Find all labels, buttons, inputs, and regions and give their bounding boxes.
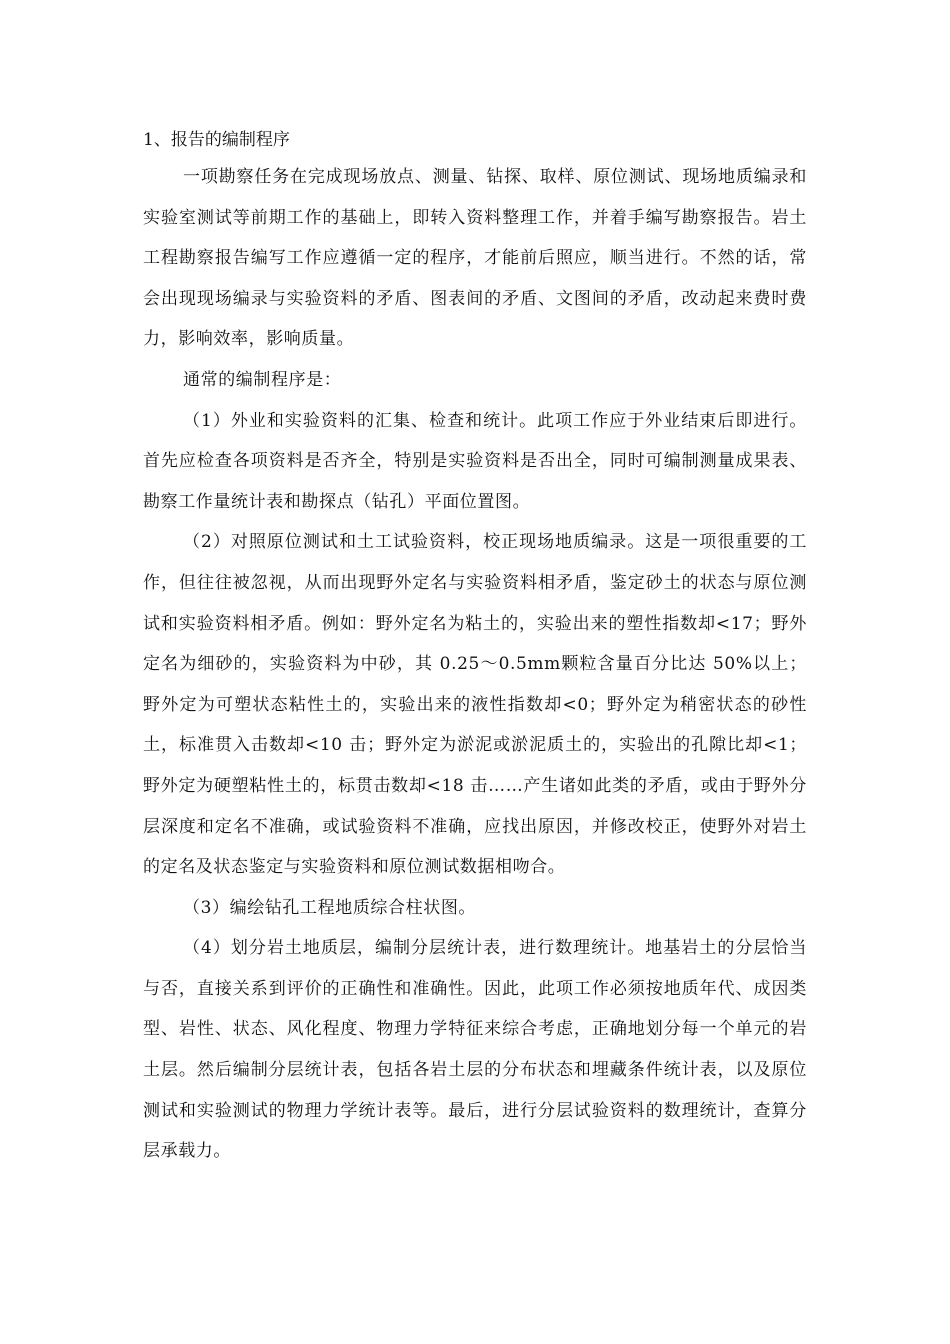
paragraph-step-3: （3）编绘钻孔工程地质综合柱状图。 — [183, 897, 477, 918]
paragraph-step-2: （2）对照原位测试和土工试验资料，校正现场地质编录。这是一项很重要的工作，但往往被忽视，从而出现野外定名与实验资料相矛盾，鉴定砂土的状态与原位测试和实验资料相矛盾。例如：野外定名为粘土的，实验出来的塑性指数却<17；野外定名为细砂的，实验资料为中砂，其 0.25～0.5mm颗粒含量百分比达 50%以上；野外定为可塑状态粘性土的，实验出来的液性指数却<0；野外定为稍密状态的砂性土，标准贯入击数却<10 击；野外定为淤泥或淤泥质土的，实验出的孔隙比却<1；野外定为硬塑粘性土的，标贯击数却<18 击……产生诸如此类的矛盾，或由于野外分层深度和定名不准确，或试验资料不准确，应找出原因，并修改校正，使野外对岩土的定名及状态鉴定与实验资料和原位测试数据相吻合。 — [143, 532, 807, 878]
paragraph-procedure-lead: 通常的编制程序是： — [183, 369, 342, 390]
document-body — [143, 124, 807, 1172]
section-heading: 1、报告的编制程序 — [143, 130, 290, 150]
paragraph-intro: 一项勘察任务在完成现场放点、测量、钻探、取样、原位测试、现场地质编录和实验室测试等前期工作的基础上，即转入资料整理工作，并着手编写勘察报告。岩土工程勘察报告编写工作应遵循一定的程序，才能前后照应，顺当进行。不然的话，常会出现现场编录与实验资料的矛盾、图表间的矛盾、文图间的矛盾，改动起来费时费力，影响效率，影响质量。 — [143, 167, 807, 350]
paragraph-step-4: （4）划分岩土地质层，编制分层统计表，进行数理统计。地基岩土的分层恰当与否，直接关系到评价的正确性和准确性。因此，此项工作必须按地质年代、成因类型、岩性、状态、风化程度、物理力学特征来综合考虑，正确地划分每一个单元的岩土层。然后编制分层统计表，包括各岩土层的分布状态和埋藏条件统计表，以及原位测试和实验测试的物理力学统计表等。最后，进行分层试验资料的数理统计，查算分层承载力。 — [143, 938, 807, 1162]
paragraph-step-1: （1）外业和实验资料的汇集、检查和统计。此项工作应于外业结束后即进行。首先应检查各项资料是否齐全，特别是实验资料是否出全，同时可编制测量成果表、勘察工作量统计表和勘探点（钻孔）平面位置图。 — [143, 410, 807, 512]
